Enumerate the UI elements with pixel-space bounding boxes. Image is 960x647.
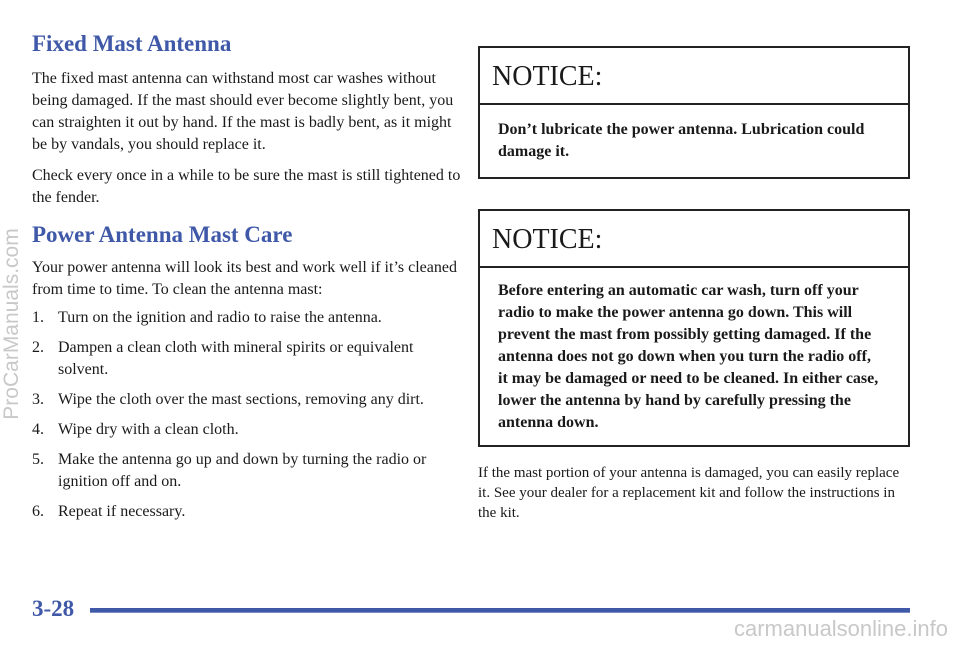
- power-antenna-intro: Your power antenna will look its best and work well if it’s cleaned from time to time. To clean the antenna mast:: [32, 259, 457, 298]
- step-number: 1.: [32, 309, 44, 326]
- notice-title: NOTICE:: [480, 211, 908, 268]
- bottom-watermark: carmanualsonline.info: [733, 616, 948, 641]
- fixed-mast-paragraph: The fixed mast antenna can withstand most car washes without being damaged. If the mast should ever become slightly bent, you can straighten it out by hand. If the mast is badly bent, as it might be by vandals, you should replace it.: [32, 70, 454, 153]
- step-number: 3.: [32, 391, 44, 408]
- notice-body: Before entering an automatic car wash, turn off your radio to make the power antenna go down. This will prevent the mast from possibly getting damaged. If the antenna does not go down when you turn the radio off, it may be damaged or need to be cleaned. In either case, lower the antenna by hand by carefully pressing the antenna down.: [498, 282, 879, 431]
- replace-mast-paragraph: If the mast portion of your antenna is damaged, you can easily replace it. See your dealer for a replacement kit and follow the instructions in the kit.: [478, 465, 900, 521]
- notice-box-lubrication: [478, 46, 910, 179]
- left-column: [32, 30, 462, 531]
- step-text: Turn on the ignition and radio to raise the antenna.: [58, 309, 382, 326]
- step-number: 5.: [32, 451, 44, 468]
- step-text: Dampen a clean cloth with mineral spirits or equivalent solvent.: [58, 339, 414, 378]
- notice-box-car-wash: [478, 209, 910, 447]
- page-number: 3-28: [32, 596, 75, 621]
- step-text: Make the antenna go up and down by turning the radio or ignition off and on.: [58, 451, 427, 490]
- fixed-mast-heading: Fixed Mast Antenna: [32, 31, 232, 56]
- notice-body: Don’t lubricate the power antenna. Lubrication could damage it.: [498, 121, 865, 160]
- footer-rule: [90, 608, 910, 613]
- side-watermark-text: ProCarManuals.com: [0, 227, 23, 420]
- step-text: Repeat if necessary.: [58, 503, 186, 520]
- step-text: Wipe dry with a clean cloth.: [58, 421, 239, 438]
- fender-check-paragraph: Check every once in a while to be sure the mast is still tightened to the fender.: [32, 167, 461, 206]
- cleaning-steps-list: [32, 307, 462, 523]
- list-item: [32, 337, 462, 381]
- right-column: [478, 46, 910, 523]
- step-text: Wipe the cloth over the mast sections, removing any dirt.: [58, 391, 424, 408]
- step-number: 2.: [32, 339, 44, 356]
- step-number: 4.: [32, 421, 44, 438]
- list-item: [32, 501, 462, 523]
- list-item: [32, 449, 462, 493]
- power-antenna-heading: Power Antenna Mast Care: [32, 222, 293, 247]
- side-watermark: [0, 0, 26, 647]
- notice-title: NOTICE:: [480, 48, 908, 105]
- list-item: [32, 389, 462, 411]
- list-item: [32, 307, 462, 329]
- step-number: 6.: [32, 503, 44, 520]
- list-item: [32, 419, 462, 441]
